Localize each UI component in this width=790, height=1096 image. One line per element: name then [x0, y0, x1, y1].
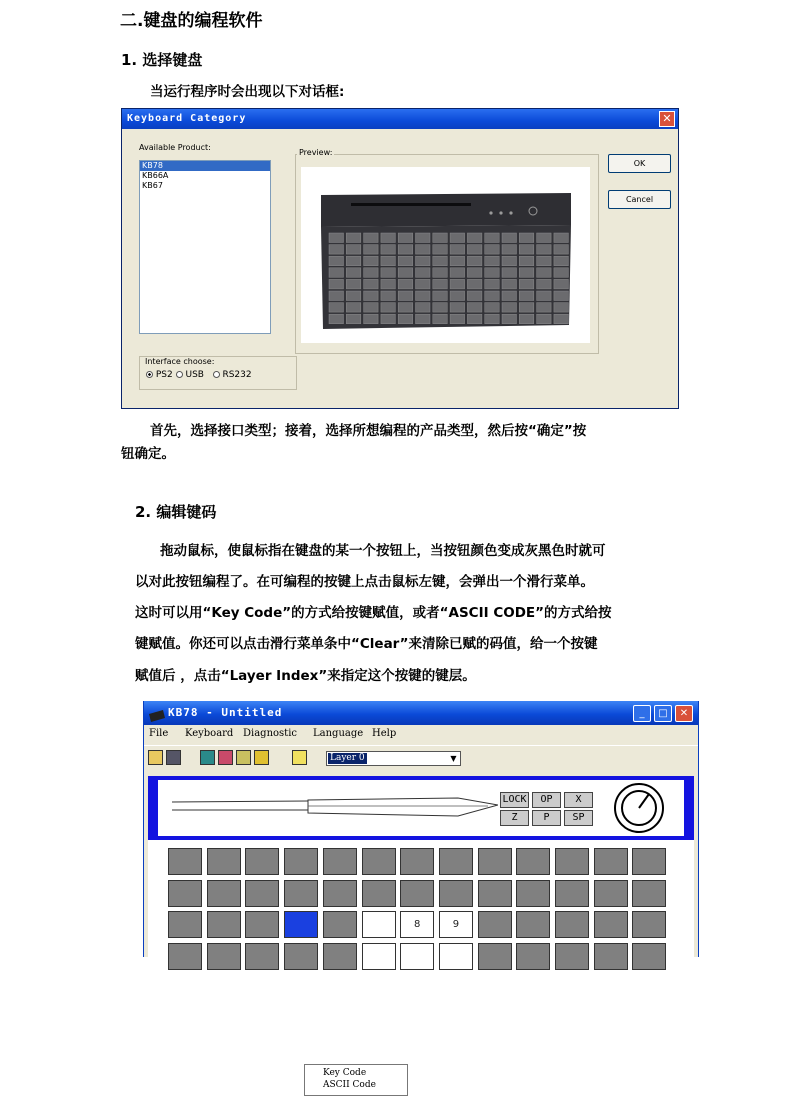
preview-key — [364, 268, 379, 278]
step1-text-line1: 首先，选择接口类型；接着，选择所想编程的产品类型，然后按“确定”按 — [150, 423, 587, 439]
preview-key — [519, 279, 534, 289]
radio-rs232-label: RS232 — [222, 370, 252, 380]
preview-key — [329, 233, 344, 243]
preview-key — [502, 233, 517, 243]
preview-key — [450, 245, 465, 255]
keyboard-key[interactable] — [478, 911, 512, 938]
keyboard-key[interactable] — [555, 943, 589, 970]
keyboard-key[interactable] — [516, 911, 550, 938]
preview-key — [416, 279, 431, 289]
preview-key — [519, 245, 534, 255]
keyboard-key[interactable] — [323, 880, 357, 907]
kb78-window — [143, 701, 699, 1090]
step1-text-line2: 钮确定。 — [121, 446, 175, 462]
keyboard-key[interactable] — [516, 943, 550, 970]
preview-key — [416, 268, 431, 278]
preview-key — [398, 303, 413, 313]
preview-key — [329, 268, 344, 278]
radio-rs232[interactable] — [213, 371, 220, 378]
step1-title: 1. 选择键盘 — [121, 51, 203, 69]
keyboard-key[interactable] — [478, 880, 512, 907]
open-icon[interactable] — [148, 750, 163, 765]
preview-key — [433, 291, 448, 301]
keyboard-key[interactable] — [362, 880, 396, 907]
preview-key — [398, 314, 413, 324]
preview-key — [346, 314, 361, 324]
preview-key — [450, 279, 465, 289]
preview-key — [381, 245, 396, 255]
key-z[interactable]: Z — [500, 810, 529, 826]
preview-key — [554, 233, 569, 243]
preview-key — [433, 279, 448, 289]
keyboard-key[interactable] — [168, 943, 202, 970]
preview-key — [450, 303, 465, 313]
save-icon[interactable] — [166, 750, 181, 765]
preview-key — [329, 314, 344, 324]
preview-key — [398, 279, 413, 289]
keyboard-key[interactable] — [594, 943, 628, 970]
keyboard-key[interactable] — [207, 911, 241, 938]
keyboard-key[interactable] — [168, 880, 202, 907]
keyboard-key[interactable] — [362, 848, 396, 875]
preview-key — [537, 256, 552, 266]
keyboard-key[interactable] — [245, 848, 279, 875]
preview-key — [433, 303, 448, 313]
key-x[interactable]: X — [564, 792, 593, 808]
keyboard-key[interactable] — [555, 911, 589, 938]
preview-key — [450, 233, 465, 243]
keyboard-key[interactable] — [555, 880, 589, 907]
keyboard-key[interactable] — [284, 943, 318, 970]
interface-label: Interface choose: — [145, 357, 215, 366]
preview-key — [346, 279, 361, 289]
preview-key — [381, 314, 396, 324]
preview-key — [381, 291, 396, 301]
preview-key — [467, 256, 482, 266]
preview-key — [346, 291, 361, 301]
preview-key — [364, 279, 379, 289]
preview-key — [554, 245, 569, 255]
help-icon[interactable] — [292, 750, 307, 765]
preview-key — [537, 268, 552, 278]
preview-key — [450, 314, 465, 324]
keyboard-key[interactable] — [439, 943, 473, 970]
preview-key — [433, 233, 448, 243]
card-reader-slot — [158, 780, 498, 836]
keyboard-key[interactable] — [555, 848, 589, 875]
product-item-kb78[interactable]: KB78 — [140, 161, 270, 171]
keyboard-key[interactable] — [284, 848, 318, 875]
menu-help[interactable]: Help — [372, 728, 397, 739]
keyboard-key[interactable] — [245, 880, 279, 907]
preview-key — [519, 268, 534, 278]
keyboard-key[interactable] — [362, 911, 396, 938]
keyboard-key[interactable] — [439, 880, 473, 907]
keyboard-key[interactable] — [284, 880, 318, 907]
key-p[interactable]: P — [532, 810, 561, 826]
preview-key — [485, 291, 500, 301]
preview-key — [537, 291, 552, 301]
preview-key — [329, 279, 344, 289]
menu-bar — [144, 726, 698, 743]
preview-key — [329, 245, 344, 255]
radio-ps2[interactable] — [146, 371, 153, 378]
preview-key — [502, 256, 517, 266]
preview-key — [502, 291, 517, 301]
keyboard-key[interactable] — [594, 880, 628, 907]
step2-line-1: 拖动鼠标，使鼠标指在键盘的某一个按钮上，当按钮颜色变成灰黑色时就可 — [160, 543, 606, 559]
preview-key — [537, 245, 552, 255]
preview-key — [554, 314, 569, 324]
key-context-menu — [304, 1064, 408, 1096]
preview-key — [346, 256, 361, 266]
maximize-button[interactable]: □ — [654, 705, 672, 722]
edit-icon[interactable] — [236, 750, 251, 765]
preview-key — [485, 303, 500, 313]
minimize-button[interactable]: _ — [633, 705, 651, 722]
preview-key — [485, 233, 500, 243]
preview-key — [416, 245, 431, 255]
step1-intro: 当运行程序时会出现以下对话框: — [150, 84, 345, 100]
toolbar — [144, 745, 698, 772]
preview-key — [502, 314, 517, 324]
keyboard-key[interactable] — [207, 848, 241, 875]
preview-key — [398, 245, 413, 255]
keyboard-top-panel — [158, 780, 684, 836]
menu-item-ascii-code[interactable]: ASCII Code — [323, 1080, 376, 1090]
preview-key — [519, 291, 534, 301]
preview-key — [485, 256, 500, 266]
preview-key — [381, 233, 396, 243]
preview-key — [537, 303, 552, 313]
keyboard-key[interactable] — [207, 943, 241, 970]
keyboard-key[interactable] — [400, 880, 434, 907]
preview-key — [433, 245, 448, 255]
preview-key — [450, 291, 465, 301]
step2-line-2: 以对此按钮编程了。在可编程的按键上点击鼠标左键，会弹出一个滑行菜单。 — [135, 574, 594, 590]
dialog-title: Keyboard Category — [122, 109, 678, 129]
preview-key — [554, 291, 569, 301]
preview-key — [364, 256, 379, 266]
interface-options — [146, 370, 252, 380]
keyboard-key[interactable] — [439, 848, 473, 875]
keyboard-key[interactable] — [478, 943, 512, 970]
step2-line-5: 赋值后 ，点击“Layer Index”来指定这个按键的键层。 — [135, 668, 476, 684]
key-sp[interactable]: SP — [564, 810, 593, 826]
preview-key — [554, 303, 569, 313]
preview-key — [364, 245, 379, 255]
menu-item-key-code[interactable]: Key Code — [323, 1068, 367, 1078]
menu-diagnostic[interactable]: Diagnostic — [243, 728, 297, 739]
preview-key — [502, 303, 517, 313]
preview-label: Preview: — [299, 148, 333, 157]
preview-key — [467, 279, 482, 289]
preview-key — [398, 233, 413, 243]
preview-key — [485, 268, 500, 278]
preview-key — [329, 256, 344, 266]
preview-key — [537, 279, 552, 289]
key-lock-switch-icon — [613, 780, 669, 836]
preview-key — [346, 268, 361, 278]
step2-title: 2. 编辑键码 — [135, 503, 217, 521]
window-title: KB78 - Untitled — [144, 701, 698, 725]
preview-key — [450, 268, 465, 278]
preview-key — [416, 314, 431, 324]
preview-key — [381, 268, 396, 278]
preview-key — [485, 279, 500, 289]
layer-icon[interactable] — [254, 750, 269, 765]
preview-key — [381, 279, 396, 289]
keyboard-key[interactable] — [323, 943, 357, 970]
preview-key — [537, 314, 552, 324]
keyboard-key[interactable] — [594, 848, 628, 875]
preview-key — [519, 303, 534, 313]
preview-key — [346, 303, 361, 313]
preview-key — [329, 303, 344, 313]
step2-line-4: 键赋值。你还可以点击滑行菜单条中“Clear”来清除已赋的码值，给一个按键 — [135, 636, 598, 652]
keyboard-key[interactable] — [362, 943, 396, 970]
keyboard-category-dialog — [121, 108, 679, 409]
radio-ps2-label: PS2 — [155, 370, 173, 380]
keyboard-key[interactable] — [400, 943, 434, 970]
available-product-label: Available Product: — [139, 143, 211, 152]
preview-key — [467, 314, 482, 324]
section-title: 二.键盘的编程软件 — [120, 11, 263, 31]
preview-key — [485, 314, 500, 324]
keyboard-key[interactable] — [594, 911, 628, 938]
preview-key — [364, 233, 379, 243]
dialog-close-button[interactable]: ✕ — [659, 111, 675, 127]
product-item-kb67[interactable]: KB67 — [142, 181, 163, 190]
key-op[interactable]: OP — [532, 792, 561, 808]
preview-key — [450, 256, 465, 266]
keyboard-key[interactable] — [207, 880, 241, 907]
preview-key — [554, 256, 569, 266]
layer-select-value: Layer 0 — [330, 753, 365, 763]
keyboard-key[interactable]: 8 — [400, 911, 434, 938]
chevron-down-icon[interactable]: ▼ — [450, 754, 457, 763]
preview-key — [398, 291, 413, 301]
cancel-button[interactable]: Cancel — [608, 190, 671, 209]
preview-key — [381, 303, 396, 313]
menu-keyboard[interactable]: Keyboard — [185, 728, 234, 739]
preview-key — [416, 303, 431, 313]
preview-key — [502, 268, 517, 278]
preview-key — [346, 233, 361, 243]
preview-key — [502, 279, 517, 289]
product-item-kb66a[interactable]: KB66A — [142, 171, 169, 180]
menu-file[interactable]: File — [149, 728, 169, 739]
preview-key — [416, 291, 431, 301]
keyboard-key[interactable] — [632, 848, 666, 875]
step2-line-3: 这时可以用“Key Code”的方式给按键赋值，或者“ASCII CODE”的方式给按 — [135, 605, 612, 621]
preview-key — [467, 268, 482, 278]
menu-language[interactable]: Language — [313, 728, 364, 739]
keyboard-key[interactable] — [516, 848, 550, 875]
preview-key — [364, 291, 379, 301]
keyboard-key[interactable] — [284, 911, 318, 938]
ok-button[interactable]: OK — [608, 154, 671, 173]
preview-key — [364, 303, 379, 313]
preview-key — [467, 291, 482, 301]
preview-key — [554, 268, 569, 278]
keyboard-key[interactable] — [168, 848, 202, 875]
radio-usb-label: USB — [185, 370, 204, 380]
preview-key — [519, 314, 534, 324]
keyboard-preview-image — [301, 167, 590, 343]
keyboard-key[interactable] — [632, 943, 666, 970]
keyboard-photo — [301, 167, 590, 343]
preview-key — [329, 291, 344, 301]
layer-select[interactable] — [326, 751, 461, 766]
app-keyboard-icon — [149, 707, 165, 726]
keyboard-layout-area — [148, 776, 694, 1090]
preview-key — [467, 245, 482, 255]
keyboard-key[interactable] — [516, 880, 550, 907]
keyboard-key[interactable] — [478, 848, 512, 875]
keyboard-key[interactable] — [245, 911, 279, 938]
preview-key — [433, 256, 448, 266]
key-lock[interactable]: LOCK — [500, 792, 529, 808]
keyboard-key[interactable] — [632, 911, 666, 938]
preview-key — [485, 245, 500, 255]
keyboard-key[interactable] — [632, 880, 666, 907]
preview-key — [416, 256, 431, 266]
radio-usb[interactable] — [176, 371, 183, 378]
preview-key — [502, 245, 517, 255]
preview-key — [433, 268, 448, 278]
keyboard-key[interactable]: 9 — [439, 911, 473, 938]
preview-key — [364, 314, 379, 324]
keyboard-key[interactable] — [323, 911, 357, 938]
preview-key — [467, 233, 482, 243]
preview-key — [381, 256, 396, 266]
preview-key — [416, 233, 431, 243]
preview-key — [519, 233, 534, 243]
product-listbox[interactable] — [139, 160, 271, 334]
preview-key — [433, 314, 448, 324]
window-close-button[interactable]: ✕ — [675, 705, 693, 722]
keyboard-key[interactable] — [168, 911, 202, 938]
preview-key — [398, 256, 413, 266]
paste-key-icon[interactable] — [218, 750, 233, 765]
key-grid — [148, 840, 694, 1090]
copy-key-icon[interactable] — [200, 750, 215, 765]
keyboard-key[interactable] — [245, 943, 279, 970]
preview-key — [346, 245, 361, 255]
preview-key — [398, 268, 413, 278]
keyboard-key[interactable] — [400, 848, 434, 875]
keyboard-key[interactable] — [323, 848, 357, 875]
preview-key — [467, 303, 482, 313]
preview-key — [537, 233, 552, 243]
preview-key — [519, 256, 534, 266]
preview-key — [554, 279, 569, 289]
